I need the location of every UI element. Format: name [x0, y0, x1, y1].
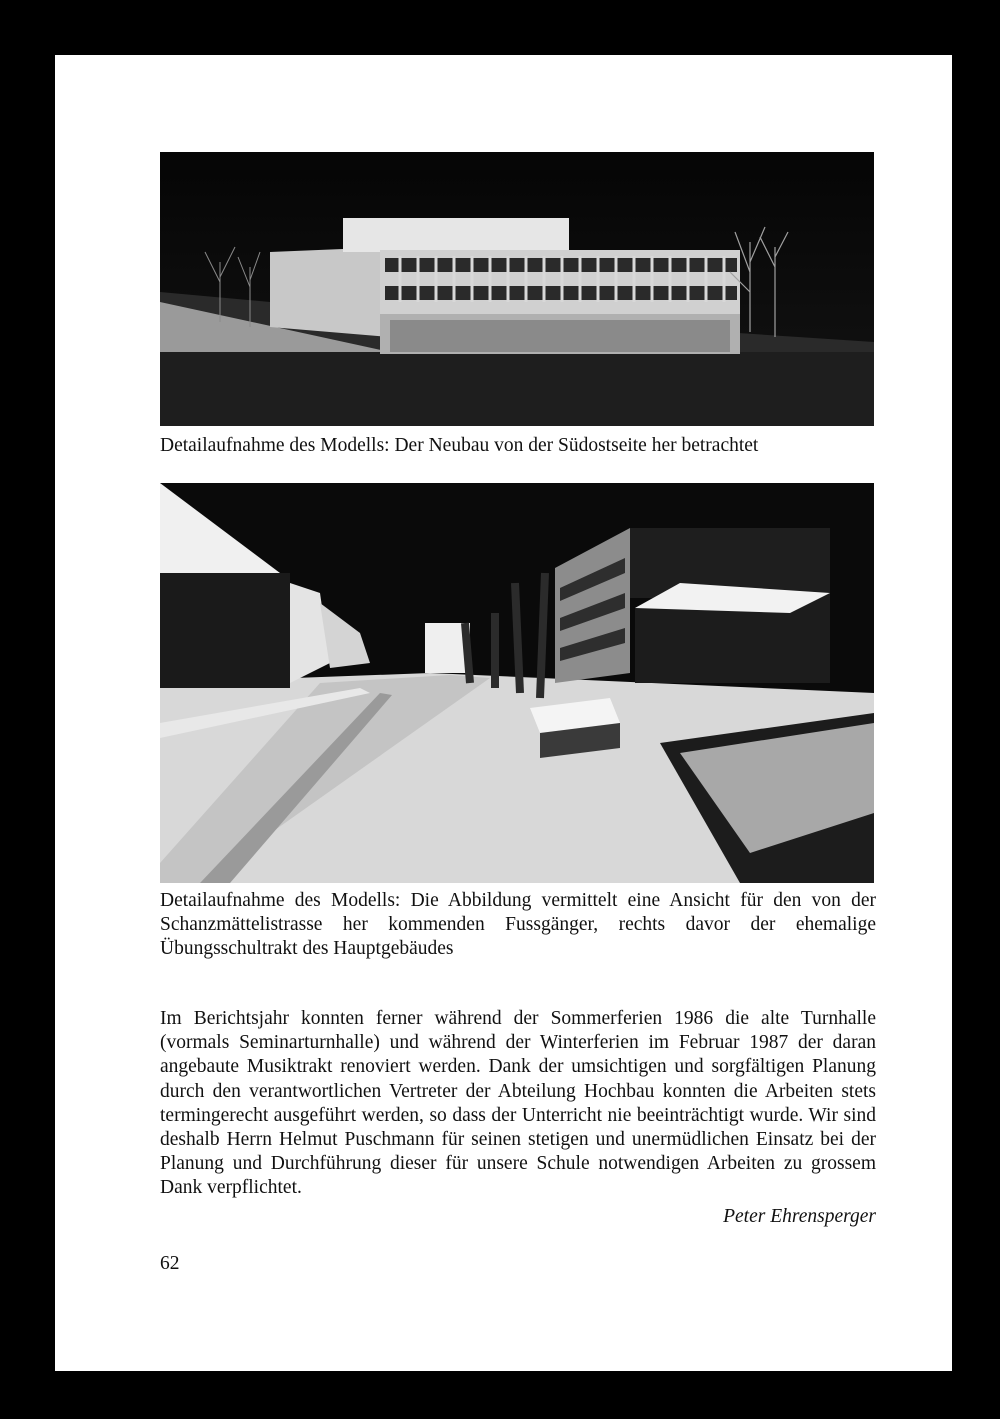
figure-2-caption: Detailaufnahme des Modells: Die Abbildung vermittelt eine Ansicht für den von der Schanzmättelistrasse her kommenden Fussgänger, rechts davor der ehemalige Übungsschultrakt des Hauptgebäudes	[160, 890, 876, 959]
body-text	[160, 1007, 876, 1201]
document-page	[55, 55, 952, 1371]
author-signature: Peter Ehrensperger	[723, 1206, 876, 1227]
body-paragraph: Im Berichtsjahr konnten ferner während der Sommerferien 1986 die alte Turnhalle (vormals Seminarturnhalle) und während der Winterferien im Februar 1987 der daran angebaute Musiktrakt renoviert werden. Dank der umsichtigen und sorgfältigen Planung durch den verantwortlichen Vertreter der Abteilung Hochbau konnten die Arbeiten stets termingerecht ausgeführt werden, so dass der Unterricht nie beeinträchtigt wurde. Wir sind deshalb Herrn Helmut Puschmann für seinen stetigen und unermüdlichen Einsatz bei der Planung und Durchführung dieser für unsere Schule notwendigen Arbeiten zu grossem Dank verpflichtet.	[160, 1008, 876, 1199]
model-photo-southeast	[160, 152, 874, 426]
model-photo-street-view-image	[160, 483, 874, 883]
model-photo-southeast-image	[160, 152, 874, 426]
figure-1-caption: Detailaufnahme des Modells: Der Neubau von der Südostseite her betrachtet	[160, 435, 759, 456]
page-number: 62	[160, 1253, 180, 1274]
model-photo-street-view	[160, 483, 874, 883]
